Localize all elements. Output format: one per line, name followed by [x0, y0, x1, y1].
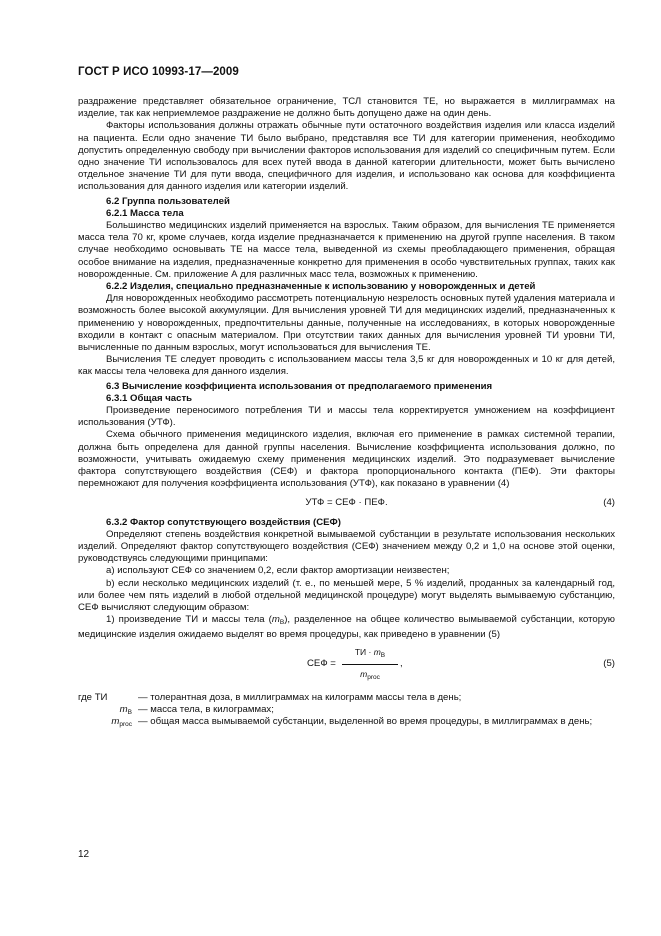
definition-text: — толерантная доза, в миллиграммах на килограмм массы тела в день; — [138, 691, 462, 703]
definition-symbol: $m_{proc}$ — [111, 715, 132, 728]
subscript: B — [279, 619, 285, 627]
definition-item — [78, 692, 615, 704]
subsection-heading: 6.3.1 Общая часть — [106, 392, 193, 404]
page-number: 12 — [78, 849, 90, 860]
paragraph: Схема обычного применения медицинского изделия, включая его применение в рамках системной терапии, должна быть определена для данной группы населения. Вычисление коэффициента использования должно, по возможности, учитывать ожидаемую схему применения медицинских изделий. Это подразумевает вычисление фактора сопутствующего воздействия (СЕФ) и фактора пропорционального контакта (ПЕФ). Эти факторы перемножают для получения коэффициента использования (УТФ), как показано в уравнении (4) — [78, 429, 615, 490]
paragraph: Определяют степень воздействия конкретной вымываемой субстанции в результате использования нескольких изделий. Определяют фактор сопутствующего воздействия (СЕФ) значением между 0,2 и 1,0 на основе этой оценки, руководствуясь следующими принципами: — [78, 528, 615, 565]
equation-number: (4) — [603, 496, 615, 508]
subsection-heading: 6.2.2 Изделия, специально предназначенные к использованию у новорожденных и детей — [106, 281, 536, 293]
subsection-heading: 6.3.2 Фактор сопутствующего воздействия (СЕФ) — [106, 516, 341, 528]
section-heading: 6.3 Вычисление коэффициента использования от предполагаемого применения — [106, 380, 493, 392]
paragraph: Произведение переносимого потребления ТИ и массы тела корректируется умножением на коэффициент использования (УТФ). — [78, 405, 615, 429]
document-body — [78, 96, 615, 728]
subsection-heading: 6.2.1 Масса тела — [106, 207, 184, 219]
definition-text: — масса тела, в килограммах; — [138, 703, 274, 715]
paragraph: Большинство медицинских изделий применяется на взрослых. Таким образом, для вычисления ТЕ применяется масса тела 70 кг, кроме случаев, когда изделие предназначается к применению на другой группе населения. В таком случае необходимо основывать ТЕ на массе тела, выведенной из схемы преобладающего применения, обращая особое внимание на изделия, предназначенные конкретно для применения в особо чувствительных группах, таких как новорожденные. См. приложение А для различных масс тела, возможных к применению. — [78, 220, 615, 280]
document-header: ГОСТ Р ИСО 10993-17—2009 — [78, 66, 239, 78]
paragraph: Вычисления ТЕ следует проводить с использованием массы тела 3,5 кг для новорожденных и 10 кг для детей, как массы тела человека для данного изделия. — [78, 354, 615, 378]
equation-tail: , — [400, 657, 403, 669]
equation-5 — [78, 646, 615, 682]
equation-lhs: СЕФ = — [307, 657, 336, 669]
fraction — [342, 646, 398, 684]
definitions-list — [78, 692, 615, 729]
list-item: 1) произведение ТИ и массы тела $(m_B)$, разделенное на общее количество вымываемой субстанции, которую медицинские изделия ожидаемо выделят во время процедуры, как приведено в уравнении (5) — [78, 614, 615, 641]
paragraph: раздражение представляет обязательное ограничение, ТСЛ становится ТЕ, но выражается в миллиграммах на изделие, так как неприемлемое раздражение не должно быть допущено даже на один день. — [78, 96, 615, 120]
definition-symbol: где ТИ — [78, 691, 108, 703]
section-heading: 6.2 Группа пользователей — [106, 195, 230, 207]
fraction-numerator: ТИ · $m_B$ — [354, 646, 386, 659]
fraction-denominator: $m_{proc}$ — [360, 668, 380, 681]
list-item: b) если несколько медицинских изделий (т. е., по меньшей мере, 5 % изделий, проданных за календарный год, или более чем пять изделий в любой отдельной медицинской процедуре) могут выделять вымываемую субстанцию, СЕФ вычисляют следующим образом: — [78, 577, 615, 613]
equation-number: (5) — [603, 657, 615, 669]
definition-item — [78, 716, 615, 728]
definition-item — [78, 704, 615, 716]
list-item: a) используют СЕФ со значением 0,2, если фактор амортизации неизвестен; — [106, 565, 450, 577]
equation-text: УТФ = СЕФ · ПЕФ. — [305, 496, 388, 508]
equation-4 — [78, 495, 615, 511]
paragraph: Для новорожденных необходимо рассмотреть потенциальную незрелость основных путей удаления материала и возможность более высокой аккумуляции. Для вычисления уровней ТИ для медицинских изделий, предназначенных к применению у новорожденных, предпочтительны данные, полученные на исследованиях, в которых новорожденные входили в контакт с опасным материалом. При отсутствии таких данных для вычисления уровней ТИ уровни ТИ, вычисленные по данным взрослых, могут использоваться для вычисления ТЕ. — [78, 293, 615, 354]
definition-text: — общая масса вымываемой субстанции, выделенной во время процедуры, в миллиграммах в день; — [138, 715, 593, 727]
definition-symbol: $m_B$ — [119, 703, 132, 716]
variable-m: m — [271, 614, 280, 626]
paragraph: Факторы использования должны отражать обычные пути остаточного воздействия изделия или класса изделий на пациента. Если одно значение ТИ было выбрано, представляя все ТИ для категории применения, необходимо допустить определенную свободу при вычислении факторов использования для изделий со специфичным путем. Если одно значение ТИ использовалось для всех путей ввода в данной категории длительности, может быть вычислено отдельное значение ТИ для пути ввода, специфичного для изделия, и использовано как основа для коэффициента использования для данного изделия или категории изделий. — [78, 120, 615, 193]
